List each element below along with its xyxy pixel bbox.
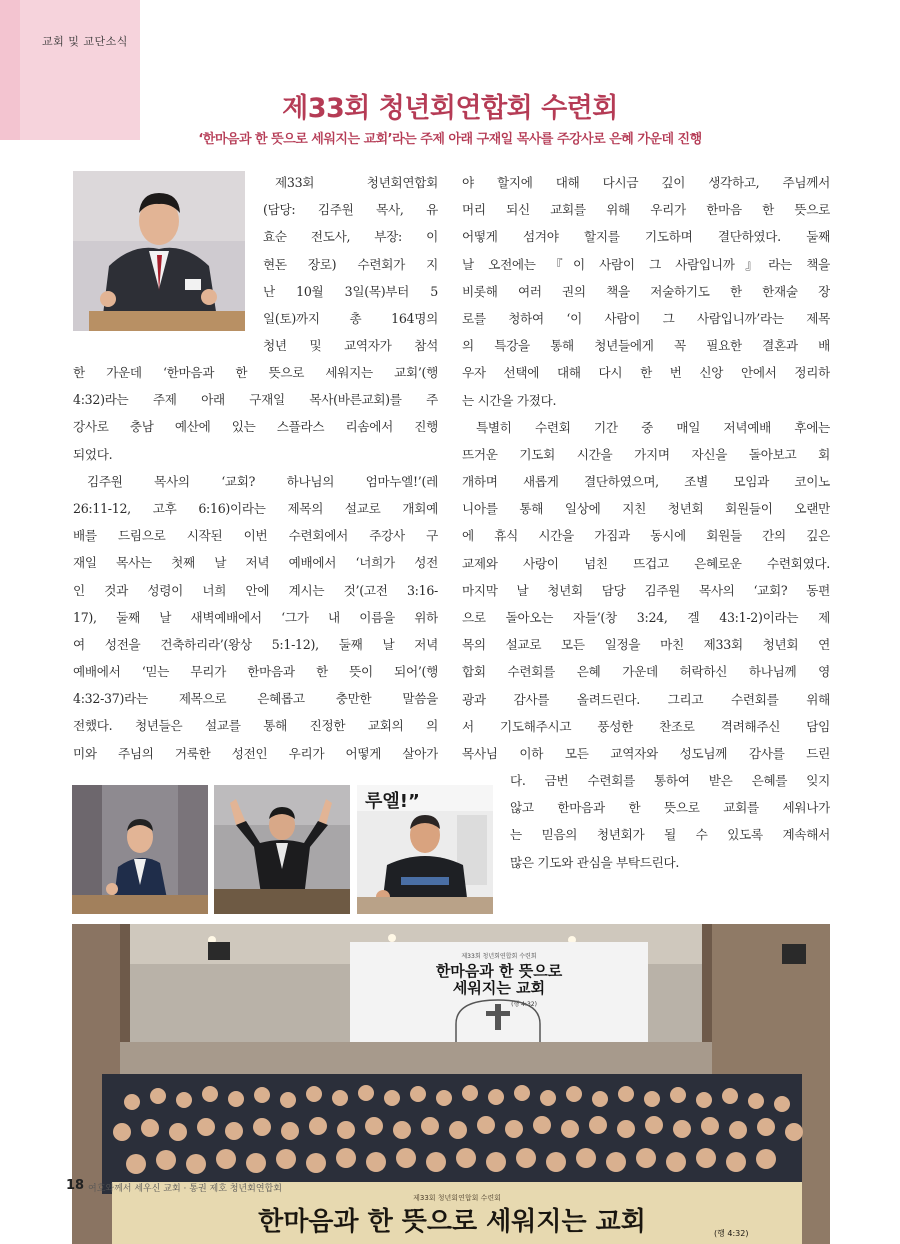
text-line: 효순 전도사, 부장: 이: [263, 229, 438, 245]
text-line: 니아를 통해 일상에 지친 청년회 회원들이 오랜만: [462, 501, 830, 517]
text-line: 서 기도해주시고 풍성한 찬조로 격려해주신 담임: [462, 718, 830, 734]
text-line: 4:32-37)라는 제목으로 은혜롭고 충만한 말씀을: [73, 691, 438, 707]
right-column-wrapped-text: [510, 767, 830, 876]
text-line: 재일 목사는 첫째 날 저녁 예배에서 ‘너희가 성전: [73, 555, 438, 571]
text-line: 의 특강을 통해 청년들에게 꼭 필요한 결혼과 배: [462, 338, 830, 354]
text-line: 다. 금번 수련회를 통하여 받은 은혜를 잊지: [510, 773, 830, 788]
text-line: 많은 기도와 관심을 부탁드린다.: [510, 854, 680, 870]
photo-speaker-podium: [72, 785, 208, 914]
text-line: 합회 수련회를 은혜 가운데 허락하신 하나님께 영: [462, 664, 830, 680]
text-line: 전했다. 청년들은 설교를 통해 진정한 교회의 의: [73, 718, 438, 734]
text-line: 머리 되신 교회를 위해 우리가 한마음 한 뜻으로: [462, 202, 830, 218]
text-line: 청년 및 교역자가 참석: [263, 338, 438, 354]
text-line: 않고 한마음과 한 뜻으로 교회를 세워나가: [510, 800, 830, 816]
left-column-text: [73, 359, 438, 767]
text-line: 현돈 장로) 수련회가 지: [263, 256, 438, 272]
screen-slogan-line1: 한마음과 한 뜻으로: [435, 962, 563, 980]
text-line: 한 가운데 ‘한마음과 한 뜻으로 세워지는 교회’(행: [73, 365, 438, 380]
text-line: 뜨거운 기도회 시간을 가지며 자신을 돌아보고 회: [462, 446, 830, 462]
screen-small-text: 제33회 청년회연합회 수련회: [461, 953, 537, 960]
text-line: 4:32)라는 주제 아래 구재일 목사(바른교회)를 주: [73, 392, 438, 408]
text-line: 개하며 새롭게 결단하였으며, 조별 모임과 코이노: [462, 474, 830, 490]
text-line: 로를 청하여 ‘이 사람이 그 사람입니까’라는 제목: [462, 310, 830, 326]
text-line: 광과 감사를 올려드린다. 그리고 수련회를 위해: [462, 691, 830, 707]
text-line: 인 것과 성령이 너희 안에 계시는 것’(고전 3:16-: [73, 582, 438, 598]
screen-ref-text: (행 4:32): [511, 1001, 537, 1008]
text-line: 예배에서 ‘믿는 무리가 한마음과 한 뜻이 되어’(행: [73, 664, 438, 680]
text-line: 김주원 목사의 ‘교회? 하나님의 엄마누엘!’(레: [87, 473, 438, 489]
article-subtitle: ‘한마음과 한 뜻으로 세워지는 교회’라는 주제 아래 구재일 목사를 주강사로 은혜 가운데 진행: [198, 132, 702, 147]
page-number: 18: [66, 1178, 85, 1193]
text-line: 17), 둘째 날 새벽예배에서 ‘그가 내 이름을 위하: [73, 609, 438, 625]
publication-footer: 여호와께서 세우신 교회 · 통권 제호 청년회연합회: [88, 1184, 282, 1194]
photo-group: [72, 924, 830, 1244]
text-line: 난 10월 3일(목)부터 5: [263, 283, 438, 299]
photo-preacher: [357, 785, 493, 914]
text-line: 일(토)까지 총 164명의: [263, 310, 438, 326]
article-title: 제33회 청년회연합회 수련회: [282, 93, 618, 124]
text-line: 제33회 청년회연합회: [275, 175, 438, 190]
banner-small-text: 제33회 청년회연합회 수련회: [413, 1194, 501, 1202]
text-line: 우자 선택에 대해 다시 한 번 신앙 안에서 정리하: [462, 365, 830, 381]
text-line: 목의 설교로 모든 일정을 마친 제33회 청년회 연: [462, 637, 830, 653]
banner-fragment-text: 루엘!”: [365, 791, 420, 812]
text-line: 는 시간을 가졌다.: [462, 392, 557, 408]
text-line: (담당: 김주원 목사, 유: [263, 202, 438, 218]
text-line: 비롯해 여러 권의 책을 저술하기도 한 한재술 장: [462, 283, 830, 299]
text-line: 강사로 충남 예산에 있는 스플라스 리솜에서 진행: [73, 419, 438, 435]
text-line: 되었다.: [73, 446, 113, 462]
text-line: 에 휴식 시간을 가짐과 동시에 회원들 간의 깊은: [462, 528, 830, 544]
text-line: 미와 주님의 거룩한 성전인 우리가 어떻게 살아가: [73, 745, 438, 761]
section-label: 교회 및 교단소식: [42, 35, 128, 48]
photo-worship-leader: [214, 785, 350, 914]
screen-slogan-line2: 세워지는 교회: [452, 979, 546, 997]
text-line: 배를 드림으로 시작된 이번 수련회에서 주강사 구: [73, 528, 438, 544]
banner-ref-text: (행 4:32): [714, 1229, 749, 1238]
text-line: 는 믿음의 청년회가 될 수 있도록 계속해서: [510, 827, 830, 843]
text-line: 목사님 이하 모든 교역자와 성도님께 감사를 드린: [462, 745, 830, 761]
banner-slogan-text: 한마음과 한 뜻으로 세워지는 교회: [258, 1207, 646, 1237]
text-line: 날 오전에는 『이 사람이 그 사람입니까』라는 책을: [462, 256, 830, 272]
text-line: 여 성전을 건축하리라’(왕상 5:1-12), 둘째 날 저녁: [73, 636, 438, 652]
text-line: 교제와 사랑이 넘친 뜨겁고 은혜로운 수련회였다.: [462, 555, 830, 571]
text-line: 특별히 수련회 기간 중 매일 저녁예배 후에는: [476, 419, 830, 435]
right-column-text: [462, 169, 830, 767]
text-line: 26:11-12, 고후 6:16)이라는 제목의 설교로 개회예: [73, 500, 438, 516]
photo-main-speaker: [73, 171, 245, 331]
text-line: 마지막 날 청년회 담당 김주원 목사의 ‘교회? 동편: [462, 582, 830, 598]
left-column-wrapped-text: [263, 169, 438, 359]
text-line: 어떻게 섬겨야 할지를 기도하며 결단하였다. 둘째: [462, 229, 830, 245]
text-line: 으로 돌아오는 자들’(창 3:24, 겔 43:1-2)이라는 제: [462, 610, 830, 625]
text-line: 야 할지에 대해 다시금 깊이 생각하고, 주님께서: [462, 175, 830, 190]
